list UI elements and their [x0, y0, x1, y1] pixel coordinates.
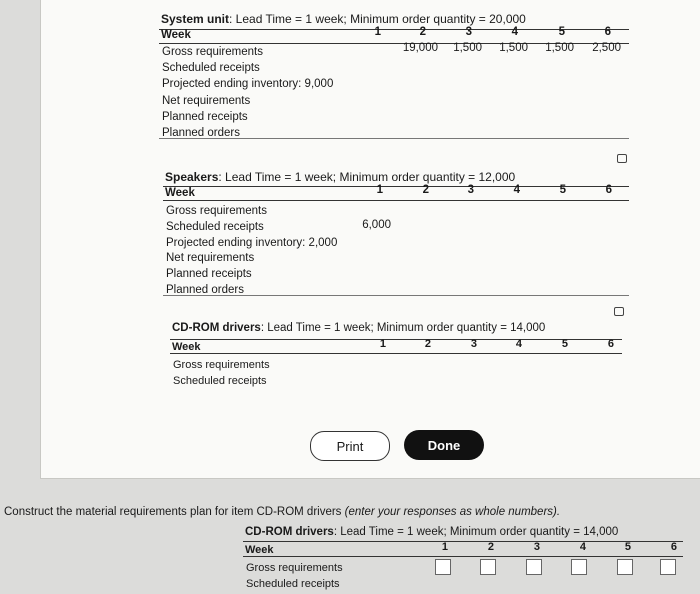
gross-w4: 1,500: [499, 42, 528, 54]
instruction-text: Construct the material requirements plan for item CD-ROM drivers (enter your responses as whole numbers).: [4, 506, 561, 518]
week-6: 6: [607, 338, 614, 350]
gross-req-week-3-input[interactable]: [526, 559, 542, 575]
divider: [243, 556, 683, 557]
week-6: 6: [670, 541, 677, 553]
gross-w3: 1,500: [453, 42, 482, 54]
week-4: 4: [579, 541, 586, 553]
system-unit-title: System unit: Lead Time = 1 week; Minimum order quantity = 20,000: [161, 12, 526, 26]
row-label: Scheduled receipts: [173, 375, 267, 387]
week-1: 1: [374, 26, 381, 38]
row-label: Scheduled receipts: [166, 221, 264, 233]
row-label: Scheduled receipts: [162, 62, 260, 74]
divider: [170, 353, 622, 354]
row-label: Planned orders: [166, 284, 244, 296]
row-label: Planned orders: [162, 127, 240, 139]
week-2: 2: [487, 541, 494, 553]
week-1: 1: [376, 184, 383, 196]
week-3: 3: [470, 338, 477, 350]
copy-icon[interactable]: [614, 307, 624, 316]
gross-req-week-2-input[interactable]: [480, 559, 496, 575]
gross-req-week-6-input[interactable]: [660, 559, 676, 575]
scheduled-w1: 6,000: [362, 219, 391, 231]
row-label: Net requirements: [166, 252, 255, 264]
week-6: 6: [604, 26, 611, 38]
speakers-title: Speakers: Lead Time = 1 week; Minimum order quantity = 12,000: [165, 170, 516, 184]
row-label: Projected ending inventory: 2,000: [166, 237, 338, 249]
week-label: Week: [245, 544, 274, 556]
week-5: 5: [558, 26, 565, 38]
week-label: Week: [165, 187, 195, 199]
gross-req-week-4-input[interactable]: [571, 559, 587, 575]
divider: [159, 138, 629, 139]
cdrom-title: CD-ROM drivers: Lead Time = 1 week; Minimum order quantity = 14,000: [172, 322, 546, 334]
week-3: 3: [533, 541, 540, 553]
week-2: 2: [422, 184, 429, 196]
divider: [163, 200, 629, 201]
gross-req-week-1-input[interactable]: [435, 559, 451, 575]
week-2: 2: [419, 26, 426, 38]
row-label: Gross requirements: [246, 562, 343, 574]
gross-w5: 1,500: [545, 42, 574, 54]
week-4: 4: [515, 338, 522, 350]
week-6: 6: [605, 184, 612, 196]
results-dialog: [40, 0, 700, 479]
week-5: 5: [624, 541, 631, 553]
done-button[interactable]: Done: [404, 430, 484, 460]
row-label: Gross requirements: [173, 359, 270, 371]
answer-table-title: CD-ROM drivers: Lead Time = 1 week; Minimum order quantity = 14,000: [245, 526, 619, 538]
week-1: 1: [441, 541, 448, 553]
week-5: 5: [561, 338, 568, 350]
week-5: 5: [559, 184, 566, 196]
week-4: 4: [511, 26, 518, 38]
row-label: Scheduled receipts: [246, 578, 340, 590]
row-label: Planned receipts: [166, 268, 252, 280]
row-label: Net requirements: [162, 95, 251, 107]
week-label: Week: [172, 341, 201, 353]
row-label: Projected ending inventory: 9,000: [162, 78, 334, 90]
row-label: Planned receipts: [162, 111, 248, 123]
row-label: Gross requirements: [166, 205, 267, 217]
week-3: 3: [467, 184, 474, 196]
week-4: 4: [513, 184, 520, 196]
week-label: Week: [161, 29, 191, 41]
week-2: 2: [424, 338, 431, 350]
week-3: 3: [465, 26, 472, 38]
gross-w6: 2,500: [592, 42, 621, 54]
gross-req-week-5-input[interactable]: [617, 559, 633, 575]
row-label: Gross requirements: [162, 46, 263, 58]
divider: [163, 295, 629, 296]
week-1: 1: [379, 338, 386, 350]
print-button[interactable]: Print: [310, 431, 390, 461]
copy-icon[interactable]: [617, 154, 627, 163]
gross-w2: 19,000: [402, 42, 438, 54]
